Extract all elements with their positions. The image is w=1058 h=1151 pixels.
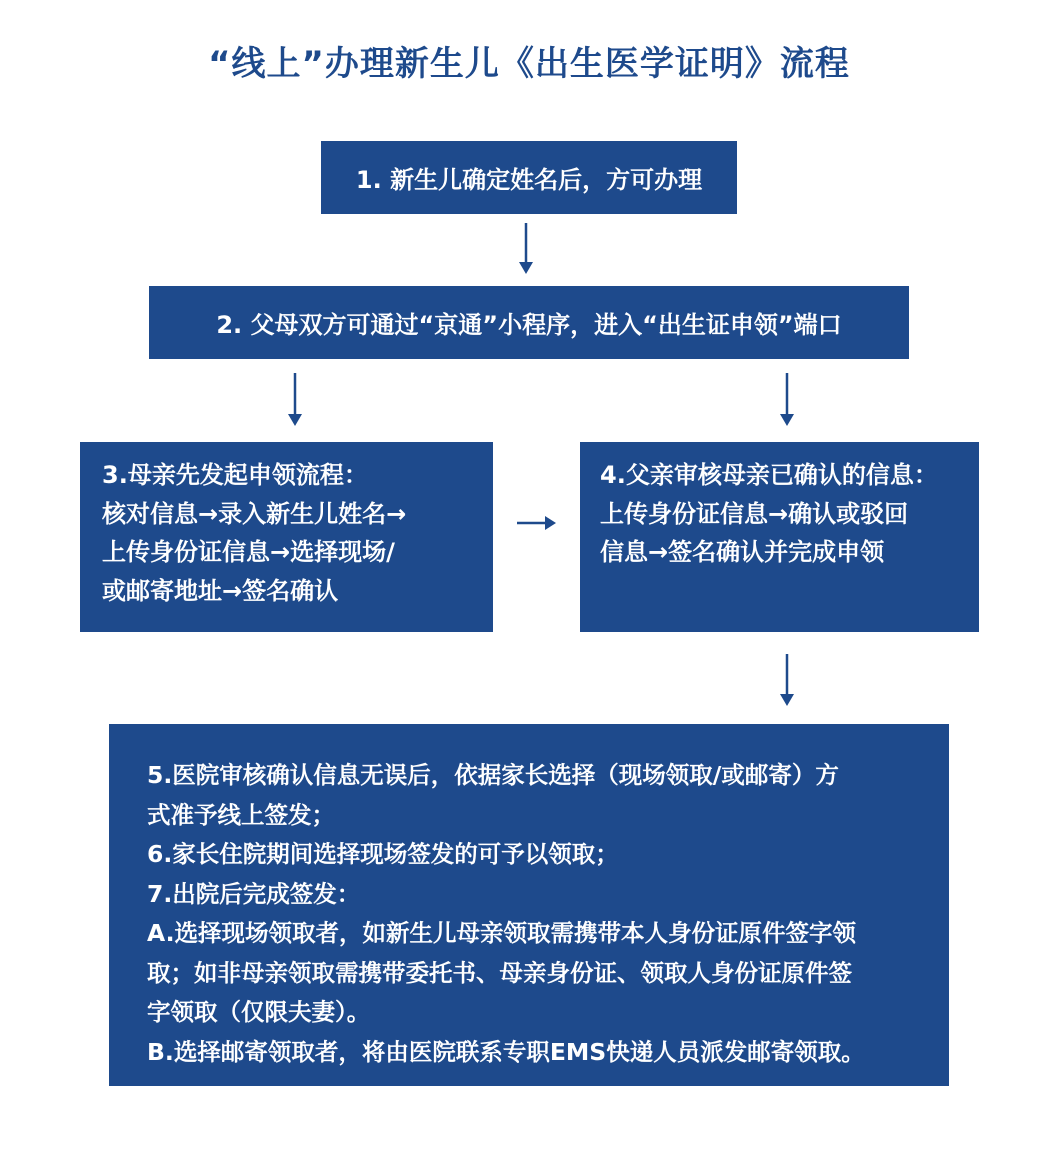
page-title: “线上”办理新生儿《出生医学证明》流程 <box>208 44 850 84</box>
step-5-line: B.选择邮寄领取者，将由医院联系专职EMS快递人员派发邮寄领取。 <box>147 1037 865 1066</box>
arrow-step3-to-step4 <box>517 516 556 530</box>
step-5-line: 字领取（仅限夫妻）。 <box>147 998 371 1026</box>
step-5-line: 7.出院后完成签发： <box>147 879 361 908</box>
step-1-box: 1. 新生儿确定姓名后，方可办理 <box>321 141 737 214</box>
step-4-line: 4.父亲审核母亲已确认的信息： <box>600 461 938 489</box>
step-5-line: 取；如非母亲领取需携带委托书、母亲身份证、领取人身份证原件签 <box>147 958 852 987</box>
arrow-step4-to-step5 <box>780 654 794 706</box>
step-3-line: 3.母亲先发起申领流程： <box>102 461 368 489</box>
step-5-line: 6.家长住院期间选择现场签发的可予以领取； <box>147 840 619 868</box>
step-3-line: 上传身份证信息→选择现场/ <box>102 538 395 566</box>
step-4-box <box>580 442 979 632</box>
step-3-line: 核对信息→录入新生儿姓名→ <box>102 499 407 528</box>
step-5-line: A.选择现场领取者，如新生儿母亲领取需携带本人身份证原件签字领 <box>147 919 857 947</box>
arrow-step2-to-step3 <box>288 373 302 426</box>
arrow-step1-to-step2 <box>519 223 533 274</box>
step-5-line: 式准予线上签发； <box>147 800 335 829</box>
step-5-line: 5.医院审核确认信息无误后，依据家长选择（现场领取/或邮寄）方 <box>147 761 839 789</box>
arrow-step2-to-step4 <box>780 373 794 426</box>
step-3-line: 或邮寄地址→签名确认 <box>102 576 339 605</box>
step-3-box <box>80 442 493 632</box>
step-2-box: 2. 父母双方可通过“京通”小程序，进入“出生证申领”端口 <box>149 286 909 359</box>
step-5-box <box>109 724 949 1086</box>
step-4-line: 上传身份证信息→确认或驳回 <box>600 499 909 528</box>
step-4-line: 信息→签名确认并完成申领 <box>600 538 885 566</box>
